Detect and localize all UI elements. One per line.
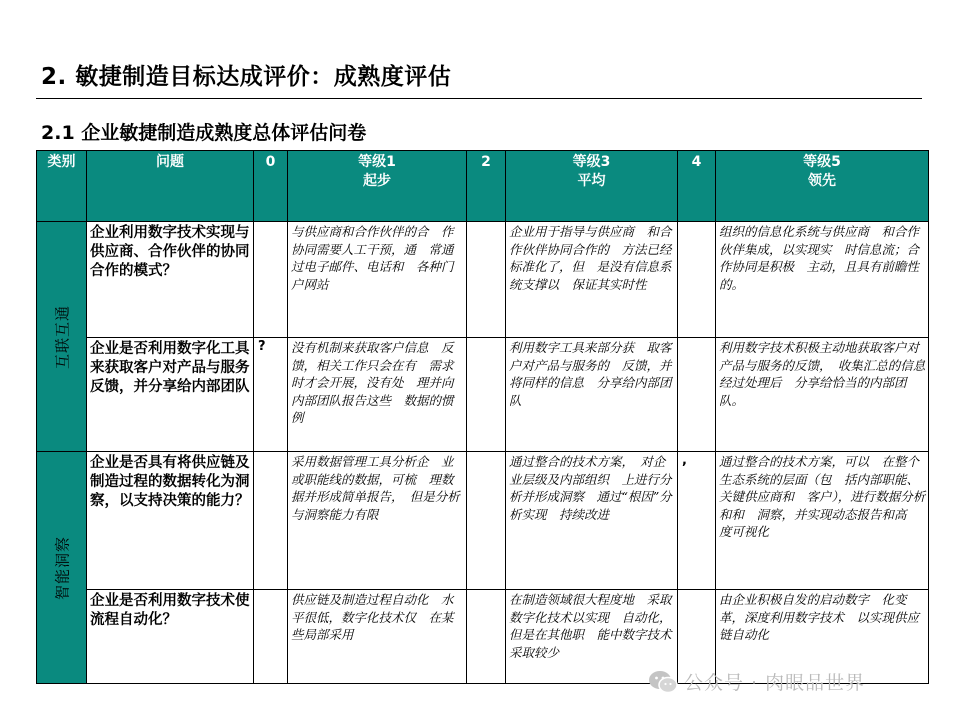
level-3-cell: 通过整合的技术方案， 对企业层级及内部组织 上进行分析并形成洞察 通过“根因”分析实现 持续改进 <box>506 452 678 590</box>
maturity-questionnaire-table <box>36 150 929 684</box>
level-1-cell: 与供应商和合作伙伴的合 作协同需要人工干预，通 常通过电子邮件、电话和 各种门户网站 <box>288 222 467 338</box>
level-2-cell <box>467 452 506 590</box>
level-0-cell <box>254 590 288 684</box>
table-row <box>37 338 929 452</box>
level-0-cell <box>254 222 288 338</box>
level-1-cell: 供应链及制造过程自动化 水平很低，数字化技术仅 在某些局部采用 <box>288 590 467 684</box>
level-4-cell: , <box>678 452 716 590</box>
level-2-cell <box>467 338 506 452</box>
level-0-cell <box>254 452 288 590</box>
header-level-2: 2 <box>467 151 506 222</box>
page-subtitle: 2.1 企业敏捷制造成熟度总体评估问卷 <box>41 122 367 144</box>
header-level-3: 等级3 平均 <box>506 151 678 222</box>
title-divider <box>36 98 922 99</box>
level-5-cell: 由企业积极自发的启动数字 化变革，深度利用数字技术 以实现供应链自动化 <box>716 590 929 684</box>
page-title: 2. 敏捷制造目标达成评价：成熟度评估 <box>41 64 452 90</box>
level-5-cell: 通过整合的技术方案，可以 在整个生态系统的层面（包 括内部职能、关键供应商和 客户），进行数据分析和和 洞察，并实现动态报告和高 度可视化 <box>716 452 929 590</box>
header-level-4: 4 <box>678 151 716 222</box>
header-level-1: 等级1 起步 <box>288 151 467 222</box>
category-label: 智能洞察 <box>53 535 71 600</box>
level-2-cell <box>467 222 506 338</box>
question-cell: 企业利用数字技术实现与供应商、合作伙伴的协同合作的模式？ <box>87 222 254 338</box>
level-3-cell: 在制造领域很大程度地 采取数字化技术以实现 自动化，但是在其他职 能中数字技术采取较少 <box>506 590 678 684</box>
header-question: 问题 <box>87 151 254 222</box>
level-3-cell: 利用数字工具来部分获 取客户对产品与服务的 反馈，并将同样的信息 分享给内部团队 <box>506 338 678 452</box>
question-cell: 企业是否利用数字化工具来获取客户对产品与服务反馈，并分享给内部团队 <box>87 338 254 452</box>
wechat-icon <box>648 669 678 695</box>
level-4-cell <box>678 222 716 338</box>
level-3-cell: 企业用于指导与供应商 和合作伙伴协同合作的 方法已经标准化了，但 是没有信息系统支撑以 保证其实时性 <box>506 222 678 338</box>
level-2-cell <box>467 590 506 684</box>
level-5-cell: 利用数字技术积极主动地获取客户对产品与服务的反馈， 收集汇总的信息经过处理后 分享给恰当的内部团队。 <box>716 338 929 452</box>
level-1-cell: 没有机制来获取客户信息 反馈，相关工作只会在有 需求时才会开展，没有处 理并向内部团队报告这些 数据的惯例 <box>288 338 467 452</box>
question-cell: 企业是否利用数字技术使流程自动化？ <box>87 590 254 684</box>
header-category: 类别 <box>37 151 87 222</box>
question-cell: 企业是否具有将供应链及制造过程的数据转化为洞察，以支持决策的能力？ <box>87 452 254 590</box>
category-label: 互联互通 <box>53 304 71 369</box>
level-5-cell: 组织的信息化系统与供应商 和合作伙伴集成，以实现实 时信息流；合作协同是积极 主动，且具有前瞻性的。 <box>716 222 929 338</box>
category-cell-insight <box>37 452 87 684</box>
level-0-cell: ? <box>254 338 288 452</box>
category-cell-connectivity <box>37 222 87 452</box>
table-row <box>37 222 929 338</box>
watermark-text: 公众号 · 肉眼品世界 <box>684 672 866 694</box>
table-row <box>37 452 929 590</box>
header-level-5: 等级5 领先 <box>716 151 929 222</box>
level-1-cell: 采用数据管理工具分析企 业或职能线的数据，可梳 理数据并形成简单报告， 但是分析与洞察能力有限 <box>288 452 467 590</box>
watermark <box>648 668 865 695</box>
level-4-cell <box>678 338 716 452</box>
header-level-0: 0 <box>254 151 288 222</box>
table-header-row <box>37 151 929 222</box>
